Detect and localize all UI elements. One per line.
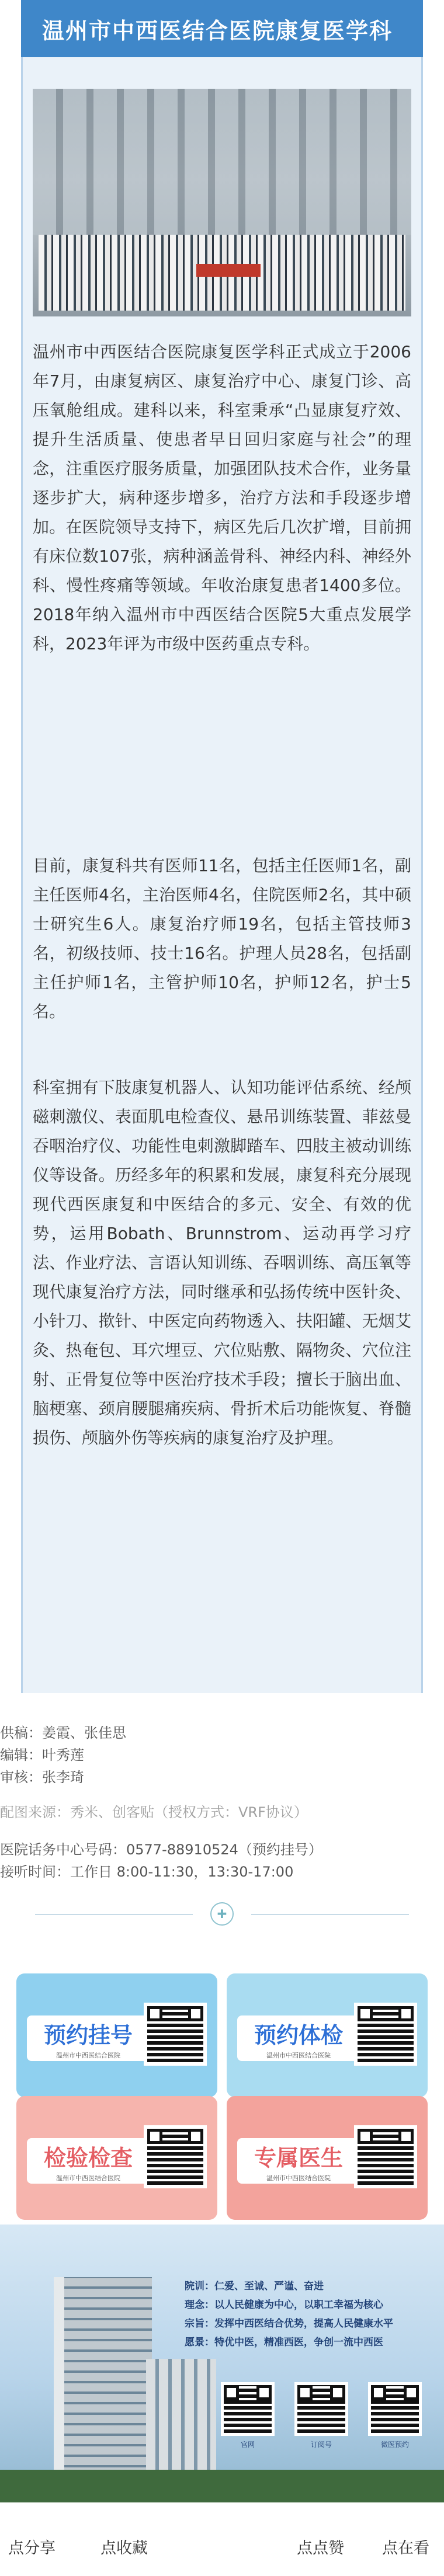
motto-line: 愿景：特优中医，精准西医，争创一流中西医 <box>185 2337 383 2348</box>
card-appointment-sub: 温州市中西医结合医院 <box>56 2051 120 2059</box>
share-button[interactable] <box>8 2535 56 2558</box>
favorite-button[interactable] <box>100 2535 148 2558</box>
credit-supply: 供稿：姜霞、张佳思 <box>0 1725 126 1741</box>
card-checkup-sub: 温州市中西医结合医院 <box>266 2051 331 2059</box>
hotline[interactable]: 医院话务中心号码：0577-88910524（预约挂号） <box>0 1842 322 1858</box>
bottom-action-bar <box>0 2502 444 2576</box>
card-personal-doctor-label-box <box>237 2138 360 2184</box>
divider-left <box>35 1914 193 1915</box>
hospital-logo-icon: ✚ <box>210 1902 234 1926</box>
card-lab-test-label-box <box>27 2138 150 2184</box>
wedoctor-qr-code[interactable] <box>368 2382 422 2436</box>
motto-line: 宗旨：发挥中西医结合优势，提高人民健康水平 <box>185 2318 393 2330</box>
personal-doctor-qr-code[interactable] <box>354 2125 417 2188</box>
card-lab-test[interactable] <box>16 2096 217 2220</box>
hospital-annex <box>146 2359 216 2476</box>
wedoctor-qr-label: 微医预约 <box>380 2441 409 2449</box>
hospital-banner <box>0 2225 444 2502</box>
card-lab-test-sub: 温州市中西医结合医院 <box>56 2174 120 2182</box>
like-label: 点点赞 <box>297 2539 344 2557</box>
website-qr-label: 官网 <box>240 2441 255 2449</box>
checkup-qr-code[interactable] <box>354 2003 417 2066</box>
title-bar <box>21 0 423 57</box>
card-personal-doctor-sub: 温州市中西医结合医院 <box>266 2174 331 2182</box>
view-button[interactable] <box>382 2535 429 2558</box>
divider-right <box>251 1914 409 1915</box>
motto-line: 院训：仁爱、至诚、严谨、奋进 <box>185 2281 324 2292</box>
card-personal-doctor[interactable] <box>227 2096 428 2220</box>
credit-reviewer: 审核：张李琦 <box>0 1769 84 1785</box>
card-checkup-label-box <box>237 2015 360 2061</box>
intro-paragraph: 温州市中西医结合医院康复医学科正式成立于2006年7月，由康复病区、康复治疗中心、康复门诊、高压氧舱组成。建科以来，科室秉承“凸显康复疗效、提升生活质量、使患者早日回归家庭与社会”的理念，注重医疗服务质量，加强团队技术合作，业务量逐步扩大，病种逐步增多，治疗方法和手段逐步增加。在医院领导支持下，病区先后几次扩增，目前拥有床位数107张，病种涵盖骨科、神经内科、神经外科、慢性疼痛等领域。年收治康复患者1400多位。2018年纳入温州市中西医结合医院5大重点发展学科，2023年评为市级中医药重点专科。 <box>33 342 411 653</box>
favorite-label: 点收藏 <box>100 2539 148 2557</box>
tree-line <box>0 2470 444 2502</box>
card-checkup-label: 预约体检 <box>254 2022 343 2048</box>
hospital-tower <box>54 2277 152 2476</box>
view-label: 点在看 <box>382 2539 429 2557</box>
building-facade <box>33 89 411 235</box>
equipment-paragraph: 科室拥有下肢康复机器人、认知功能评估系统、经颅磁刺激仪、表面肌电检查仪、悬吊训练装置、菲兹曼吞咽治疗仪、功能性电刺激脚踏车、四肢主被动训练仪等设备。历经多年的积累和发展，康复科充分展现现代西医康复和中医结合的多元、安全、有效的优势，运用Bobath、Brunnstrom、运动再学习疗法、作业疗法、言语认知训练、吞咽训练、高压氧等现代康复治疗方法，同时继承和弘扬传统中医针灸、小针刀、揿针、中医定向药物透入、扶阳罐、无烟艾灸、热奄包、耳穴埋豆、穴位贴敷、隔物灸、穴位注射、正骨复位等中医治疗技术手段；擅长于脑出血、脑梗塞、颈肩腰腿痛疾病、骨折术后功能恢复、脊髓损伤、颅脑外伤等疾病的康复治疗及护理。 <box>33 1078 411 1447</box>
subscription-qr-code[interactable] <box>294 2382 348 2436</box>
motto-line: 理念：以人民健康为中心，以职工幸福为核心 <box>185 2299 383 2311</box>
staff-paragraph: 目前，康复科共有医师11名，包括主任医师1名，副主任医师4名，主治医师4名，住院医师2名，其中硕士研究生6人。康复治疗师19名，包括主管技师3名，初级技师、技士16名。护理人员28名，包括副主任护师1名，主管护师10名，护师12名，护士5名。 <box>33 856 411 1021</box>
red-banner <box>196 264 261 277</box>
hotline-hours: 接听时间：工作日 8:00-11:30，13:30-17:00 <box>0 1864 294 1880</box>
page-title: 温州市中西医结合医院康复医学科 <box>42 18 393 44</box>
card-lab-test-label: 检验检查 <box>43 2145 133 2171</box>
credit-image-source: 配图来源：秀米、创客贴（授权方式：VRF协议） <box>0 1804 308 1820</box>
card-personal-doctor-label: 专属医生 <box>254 2145 343 2171</box>
card-appointment-label: 预约挂号 <box>43 2022 133 2048</box>
credit-editor: 编辑：叶秀莲 <box>0 1747 84 1763</box>
website-qr-code[interactable] <box>221 2382 275 2436</box>
card-appointment[interactable] <box>16 1973 217 2097</box>
department-group-photo <box>33 89 411 316</box>
appointment-qr-code[interactable] <box>144 2003 207 2066</box>
share-label: 点分享 <box>8 2539 56 2557</box>
hospital-motto <box>185 2277 436 2352</box>
card-appointment-label-box <box>27 2015 150 2061</box>
card-checkup[interactable] <box>227 1973 428 2097</box>
subscription-qr-label: 订阅号 <box>310 2441 332 2449</box>
like-button[interactable] <box>297 2535 344 2558</box>
lab-test-qr-code[interactable] <box>144 2125 207 2188</box>
